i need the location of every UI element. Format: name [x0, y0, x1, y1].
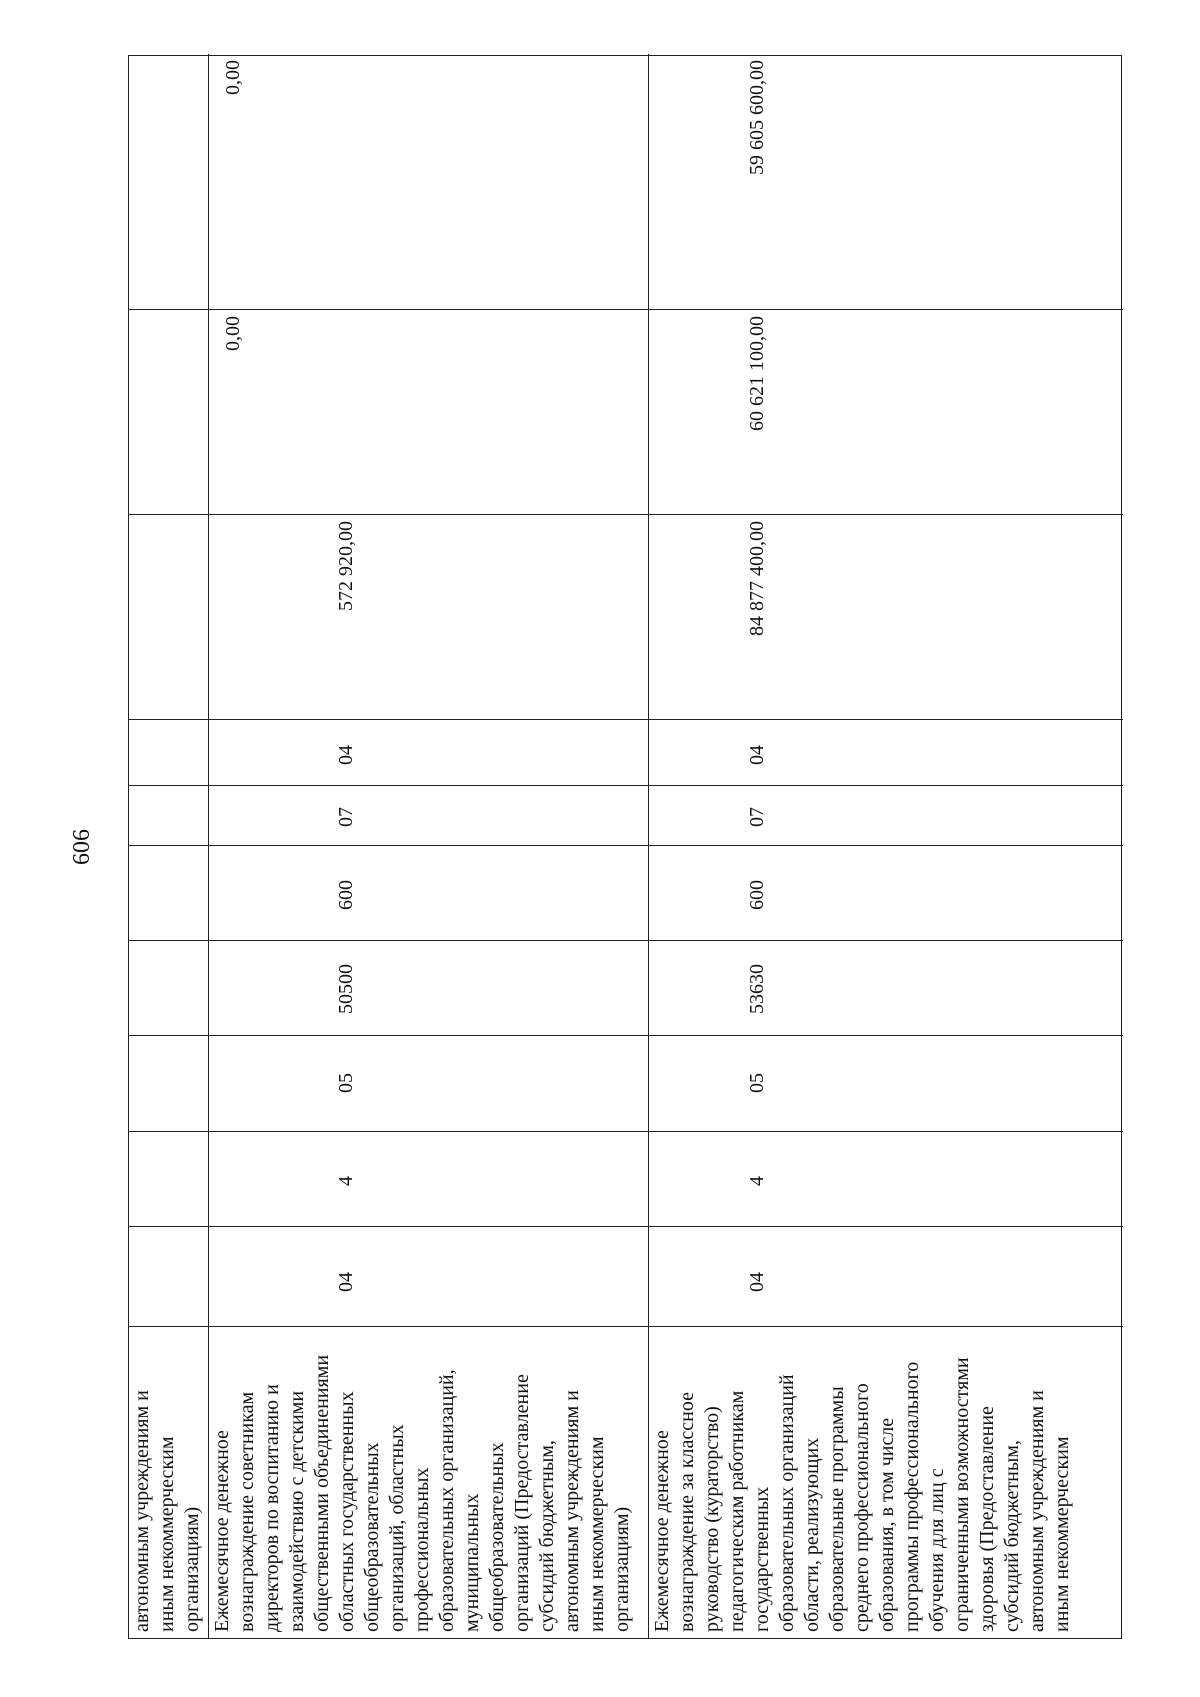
row-2-v2: 60 621 100,00 [746, 316, 768, 431]
row-2-c1: 04 [746, 1272, 768, 1292]
row-2-c2-cell [649, 1131, 1123, 1226]
row-0-c6 [129, 785, 209, 845]
row-0-name: автономным учреждениям и иным некоммерческим организациям) [129, 1326, 209, 1638]
row-2-name: Ежемесячное денежное вознаграждение за классное руководство (кураторство) педагогическим работникам государственных образовательных организаций области, реализующих образовательные программы среднего профессионального образования, в том числе программы профессионального обучения для лиц с ограниченными возможностями здоровья (Предоставление субсидий бюджетным, автономным учреждениям и иным некоммерческим [649, 1326, 1123, 1638]
row-0-c4 [129, 940, 209, 1035]
row-2-c7-cell [649, 719, 1123, 785]
budget-table [128, 55, 1122, 1639]
row-1-c1: 04 [335, 1272, 357, 1292]
row-2-c4: 53630 [746, 964, 768, 1014]
row-2-c6-cell [649, 785, 1123, 845]
row-0-c3 [129, 1035, 209, 1131]
row-1-c1-cell [209, 1226, 649, 1326]
row-0-v1 [129, 514, 209, 719]
row-0-v2 [129, 309, 209, 514]
row-0-c1 [129, 1226, 209, 1326]
row-1-c7: 04 [335, 745, 357, 765]
row-1-v3-cell [209, 54, 649, 309]
row-0-c5 [129, 845, 209, 940]
row-2-v1-cell [649, 514, 1123, 719]
row-1-c3-cell [209, 1035, 649, 1131]
row-0-c2 [129, 1131, 209, 1226]
row-2-c7: 04 [746, 745, 768, 765]
row-1-c5: 600 [335, 880, 357, 910]
row-2-c1-cell [649, 1226, 1123, 1326]
row-2-c3-cell [649, 1035, 1123, 1131]
row-1-c4: 50500 [335, 964, 357, 1014]
page-number: 606 [69, 829, 95, 865]
row-2-c6: 07 [746, 807, 768, 827]
row-2-c3: 05 [746, 1073, 768, 1093]
row-1-v1-cell [209, 514, 649, 719]
row-1-c2-cell [209, 1131, 649, 1226]
row-1-c3: 05 [335, 1073, 357, 1093]
row-1-name: Ежемесячное денежное вознаграждение советникам директоров по воспитанию и взаимодействию с детскими общественными объединениями областных государственных общеобразовательных организаций, областных профессиональных образовательных организаций, муниципальных общеобразовательных организаций (Предоставление субсидий бюджетным, автономным учреждениям и иным некоммерческим организациям) [209, 1326, 649, 1638]
row-2-v2-cell [649, 309, 1123, 514]
row-1-c7-cell [209, 719, 649, 785]
row-1-c6: 07 [335, 807, 357, 827]
row-2-c5: 600 [746, 880, 768, 910]
row-1-v3: 0,00 [222, 60, 244, 95]
row-1-c6-cell [209, 785, 649, 845]
row-1-v1: 572 920,00 [335, 521, 357, 611]
row-2-v1: 84 877 400,00 [746, 521, 768, 636]
row-1-c4-cell [209, 940, 649, 1035]
row-1-c2: 4 [335, 1176, 357, 1186]
row-0-c7 [129, 719, 209, 785]
row-2-v3: 59 605 600,00 [746, 60, 768, 175]
row-1-c5-cell [209, 845, 649, 940]
row-1-v2: 0,00 [222, 316, 244, 351]
row-1-v2-cell [209, 309, 649, 514]
row-0-v3 [129, 54, 209, 309]
row-2-v3-cell [649, 54, 1123, 309]
row-2-c5-cell [649, 845, 1123, 940]
row-2-c4-cell [649, 940, 1123, 1035]
row-2-c2: 4 [746, 1176, 768, 1186]
